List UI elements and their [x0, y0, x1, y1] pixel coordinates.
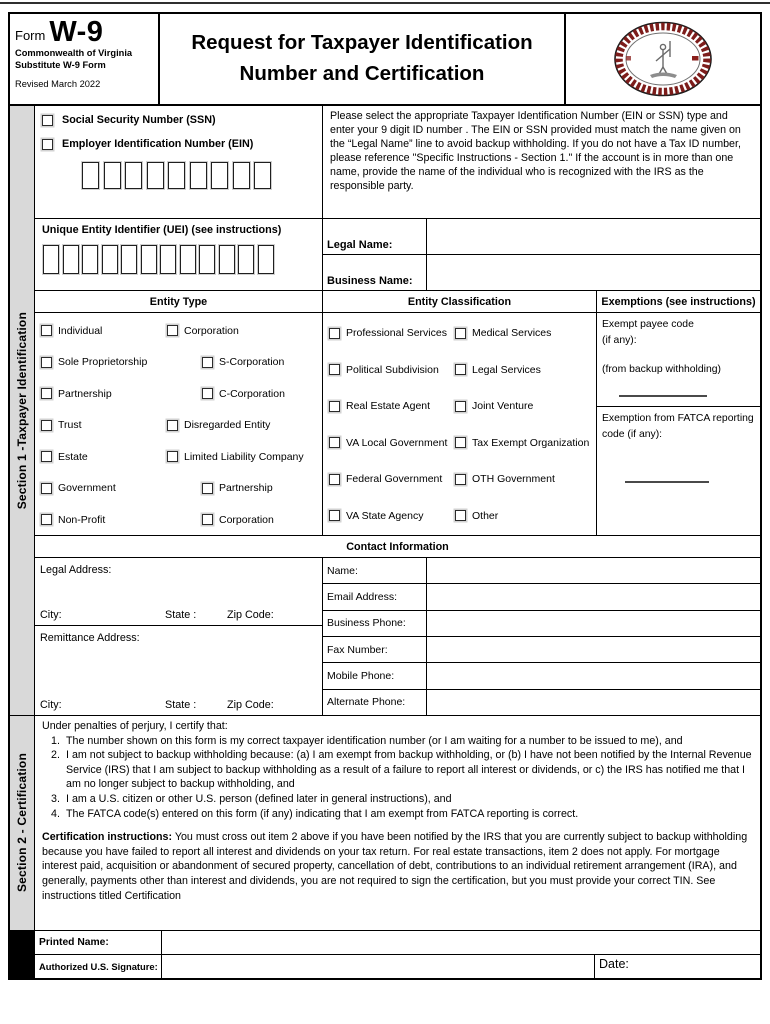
digit-box[interactable] [233, 162, 250, 189]
digit-box[interactable] [160, 245, 176, 274]
checkbox-non-profit[interactable] [41, 514, 52, 525]
label-political-subdivision: Political Subdivision [346, 363, 439, 376]
section-sidebar [10, 106, 35, 978]
remittance-city-label: City: [40, 699, 62, 711]
form-title-line2: Number and Certification [239, 62, 485, 85]
printed-name-row [35, 931, 760, 955]
label-llc-partnership: Partnership [219, 482, 273, 495]
digit-box[interactable] [141, 245, 157, 274]
signature-input[interactable] [162, 955, 594, 978]
label-s-corporation: S-Corporation [219, 356, 285, 369]
exempt-payee-box [597, 313, 760, 407]
certification-item [51, 734, 752, 749]
section2-sidebar [10, 716, 34, 931]
contact-name-input[interactable] [427, 558, 760, 583]
fatca-code-input[interactable] [625, 481, 709, 483]
checkbox-government[interactable] [41, 483, 52, 494]
signature-row [35, 955, 760, 978]
digit-box[interactable] [125, 162, 142, 189]
section2-sidebar-label: Section 2 - Certification [15, 753, 29, 893]
checkbox-llc[interactable] [167, 451, 178, 462]
ein-checkbox[interactable] [42, 139, 53, 150]
label-non-profit: Non-Profit [58, 513, 106, 526]
form-title-line1: Request for Taxpayer Identification [191, 31, 533, 55]
label-va-state-agency: VA State Agency [346, 509, 424, 522]
uei-box [35, 219, 323, 290]
digit-box[interactable] [211, 162, 228, 189]
email-input[interactable] [427, 584, 760, 609]
label-va-local-government: VA Local Government [346, 436, 448, 449]
digit-box[interactable] [190, 162, 207, 189]
exemptions-header: Exemptions (see instructions) [597, 291, 760, 313]
digit-box[interactable] [258, 245, 274, 274]
certification-item-number: 3. [51, 792, 60, 805]
fax-number-input[interactable] [427, 637, 760, 662]
checkbox-sole-proprietorship[interactable] [41, 357, 52, 368]
label-disregarded-entity: Disregarded Entity [184, 419, 271, 432]
remittance-address-input[interactable] [35, 644, 322, 699]
certification-item-text: The number shown on this form is my correct taxpayer identification number (or I am waiting for a number to be issued to me), and [66, 734, 683, 747]
digit-box[interactable] [147, 162, 164, 189]
remittance-address-label: Remittance Address: [40, 632, 140, 644]
scan-edge-line [0, 2, 770, 4]
checkbox-legal-services[interactable] [455, 364, 466, 375]
label-legal-services: Legal Services [472, 363, 541, 376]
legal-name-row [323, 219, 760, 255]
digit-box[interactable] [63, 245, 79, 274]
digit-box[interactable] [121, 245, 137, 274]
contact-addresses [35, 558, 323, 715]
form-id-box [10, 14, 160, 104]
certification-item-number: 2. [51, 749, 60, 762]
revision-date: Revised March 2022 [15, 78, 101, 89]
legal-city-label: City: [40, 609, 62, 621]
exempt-payee-code-input[interactable] [619, 395, 707, 397]
checkbox-corporation[interactable] [167, 325, 178, 336]
certification-item-text: The FATCA code(s) entered on this form (if any) indicating that I am exempt from FATCA reporting is correct. [66, 807, 579, 820]
business-name-input[interactable] [427, 255, 760, 290]
entity-classification-header: Entity Classification [323, 291, 596, 313]
label-estate: Estate [58, 450, 88, 463]
label-joint-venture: Joint Venture [472, 400, 534, 413]
checkbox-oth-government[interactable] [455, 474, 466, 485]
exempt-payee-line2: (if any): [602, 334, 637, 346]
entity-row [35, 291, 760, 536]
checkbox-individual[interactable] [41, 325, 52, 336]
sidebar-black-block [10, 931, 34, 978]
legal-address-block [35, 558, 322, 626]
checkbox-s-corporation[interactable] [202, 357, 213, 368]
fatca-label: Exemption from FATCA reporting code (if any): [602, 413, 754, 440]
label-other: Other [472, 509, 499, 522]
form-number: W-9 [49, 16, 104, 48]
label-corporation: Corporation [184, 324, 239, 337]
entity-type-section [35, 291, 323, 535]
form-header [10, 14, 760, 106]
checkbox-va-local-government[interactable] [329, 437, 340, 448]
label-llc-corporation: Corporation [219, 513, 274, 526]
digit-box[interactable] [43, 245, 59, 274]
checkbox-estate[interactable] [41, 451, 52, 462]
email-label: Email Address: [323, 584, 427, 609]
alternate-phone-label: Alternate Phone: [323, 690, 427, 715]
label-individual: Individual [58, 324, 103, 337]
checkbox-va-state-agency[interactable] [329, 510, 340, 521]
section1-sidebar [10, 106, 34, 716]
business-phone-label: Business Phone: [323, 611, 427, 636]
legal-name-input[interactable] [427, 219, 760, 254]
certification-section [35, 716, 760, 931]
digit-box[interactable] [180, 245, 196, 274]
legal-zip-label: Zip Code: [227, 609, 274, 621]
label-c-corporation: C-Corporation [219, 387, 285, 400]
label-oth-government: OTH Government [472, 473, 555, 486]
checkbox-disregarded-entity[interactable] [167, 420, 178, 431]
digit-box[interactable] [104, 162, 121, 189]
label-medical-services: Medical Services [472, 327, 552, 340]
section1-sidebar-label: Section 1 -Taxpayer Identification [15, 311, 29, 510]
checkbox-partnership[interactable] [41, 388, 52, 399]
checkbox-c-corporation[interactable] [202, 388, 213, 399]
checkbox-tax-exempt-organization[interactable] [455, 437, 466, 448]
exemptions-section [597, 291, 760, 535]
signature-section [35, 931, 760, 978]
certification-instructions [42, 830, 752, 903]
org-line1: Commonwealth of Virginia [15, 47, 133, 58]
certification-item-number: 4. [51, 807, 60, 820]
certification-item-text: I am a U.S. citizen or other U.S. person (defined later in general instructions), and [66, 792, 452, 805]
label-professional-services: Professional Services [346, 327, 447, 340]
entity-type-body [35, 313, 322, 536]
label-trust: Trust [58, 419, 82, 432]
uei-label: Unique Entity Identifier (UEI) (see instructions) [42, 224, 282, 236]
printed-name-label: Printed Name: [35, 931, 162, 954]
seal-box [566, 14, 760, 104]
remittance-zip-label: Zip Code: [227, 699, 274, 711]
label-sole-proprietorship: Sole Proprietorship [58, 356, 148, 369]
digit-box[interactable] [199, 245, 215, 274]
mobile-phone-label: Mobile Phone: [323, 663, 427, 688]
label-federal-government: Federal Government [346, 473, 443, 486]
form-word: Form [15, 27, 46, 43]
digit-box[interactable] [102, 245, 118, 274]
ssn-label: Social Security Number (SSN) [62, 114, 216, 126]
checkbox-other[interactable] [455, 510, 466, 521]
label-llc: Limited Liability Company [184, 450, 304, 463]
certification-instructions-lead: Certification instructions: [42, 831, 173, 844]
date-label: Date: [599, 957, 629, 971]
date-cell [594, 955, 760, 978]
fax-number-label: Fax Number: [323, 637, 427, 662]
digit-box[interactable] [238, 245, 254, 274]
tin-row [35, 106, 760, 219]
contact-name-label: Name: [323, 558, 427, 583]
digit-box[interactable] [82, 245, 98, 274]
certification-item [51, 792, 752, 807]
mobile-phone-input[interactable] [427, 663, 760, 688]
legal-state-label: State : [165, 609, 197, 621]
date-input[interactable] [629, 957, 760, 978]
certification-instructions-text: You must cross out item 2 above if you have been notified by the IRS that you are currently subject to backup withholding because you have failed to report all interest and dividends on your tax return. For real estate transactions, item 2 does not apply. For mortgage interest paid, acquisition or abandonment of secured property, cancellation of debt, contributions to an individual retirement arrangement (IRA), and generally, payments other than interest and dividends, you are not required to sign the certification, but you must provide your correct TIN. See instructions titled Certification [42, 831, 748, 902]
printed-name-input[interactable] [162, 931, 760, 954]
tin-instructions: Please select the appropriate Taxpayer Identification Number (EIN or SSN) type and enter your 9 digit ID number . The EIN or SSN provided must match the name given on the “Legal Name” line to avoid backup withholding. If you do not have a Tax ID number, please reference "Specific Instructions - Section 1." If the account is in more than one name, provide the name of the individual who is recognized with the IRS as the responsible party. [330, 110, 741, 193]
form-body [10, 106, 760, 978]
checkbox-llc-corporation[interactable] [202, 514, 213, 525]
label-government: Government [58, 482, 116, 495]
uei-names-row [35, 219, 760, 291]
label-partnership: Partnership [58, 387, 112, 400]
form-title [160, 14, 566, 104]
perjury-intro: Under penalties of perjury, I certify that: [42, 720, 228, 732]
tin-digit-boxes [82, 162, 316, 189]
entity-type-header: Entity Type [35, 291, 322, 313]
ssn-checkbox[interactable] [42, 115, 53, 126]
business-name-label: Business Name: [323, 255, 427, 290]
tin-selection-box [35, 106, 323, 218]
remittance-address-block [35, 626, 322, 715]
fatca-box [597, 407, 760, 535]
remittance-state-label: State : [165, 699, 197, 711]
virginia-seal-icon [600, 17, 726, 101]
checkbox-federal-government[interactable] [329, 474, 340, 485]
entity-classification-body [323, 313, 596, 535]
checkbox-trust[interactable] [41, 420, 52, 431]
checkbox-real-estate-agent[interactable] [329, 401, 340, 412]
legal-name-label: Legal Name: [323, 219, 427, 254]
label-tax-exempt-organization: Tax Exempt Organization [472, 436, 590, 449]
w9-form [8, 12, 762, 980]
certification-item-number: 1. [51, 734, 60, 747]
names-box [323, 219, 760, 290]
org-line2: Substitute W-9 Form [15, 59, 106, 70]
label-real-estate-agent: Real Estate Agent [346, 400, 431, 413]
uei-boxes [43, 245, 316, 274]
checkbox-professional-services[interactable] [329, 328, 340, 339]
digit-box[interactable] [219, 245, 235, 274]
exempt-payee-line1: Exempt payee code [602, 319, 694, 330]
business-phone-input[interactable] [427, 611, 760, 636]
certification-item-text: I am not subject to backup withholding because: (a) I am exempt from backup withholding, or (b) I have not been notified by the Internal Revenue Service (IRS) that I am subject to backup withholding as a result of a failure to report all interest or dividends, or c) the IRS has notified me that I am no longer subject to backup withholding, and [66, 749, 752, 791]
checkbox-medical-services[interactable] [455, 328, 466, 339]
business-name-row [323, 255, 760, 290]
legal-address-input[interactable] [35, 576, 322, 609]
ein-label: Employer Identification Number (EIN) [62, 138, 254, 150]
contact-header: Contact Information [35, 536, 760, 558]
legal-address-label: Legal Address: [40, 564, 112, 576]
certification-item [51, 807, 752, 822]
entity-classification-section [323, 291, 597, 535]
signature-label: Authorized U.S. Signature: [35, 955, 162, 978]
exempt-payee-line3: (from backup withholding) [602, 364, 721, 376]
checkbox-llc-partnership[interactable] [202, 483, 213, 494]
contact-fields [323, 558, 760, 715]
checkbox-political-subdivision[interactable] [329, 364, 340, 375]
contact-section [35, 536, 760, 716]
certification-item [51, 748, 752, 792]
checkbox-joint-venture[interactable] [455, 401, 466, 412]
form-content [35, 106, 760, 978]
digit-box[interactable] [168, 162, 185, 189]
alternate-phone-input[interactable] [427, 690, 760, 715]
digit-box[interactable] [254, 162, 271, 189]
digit-box[interactable] [82, 162, 99, 189]
